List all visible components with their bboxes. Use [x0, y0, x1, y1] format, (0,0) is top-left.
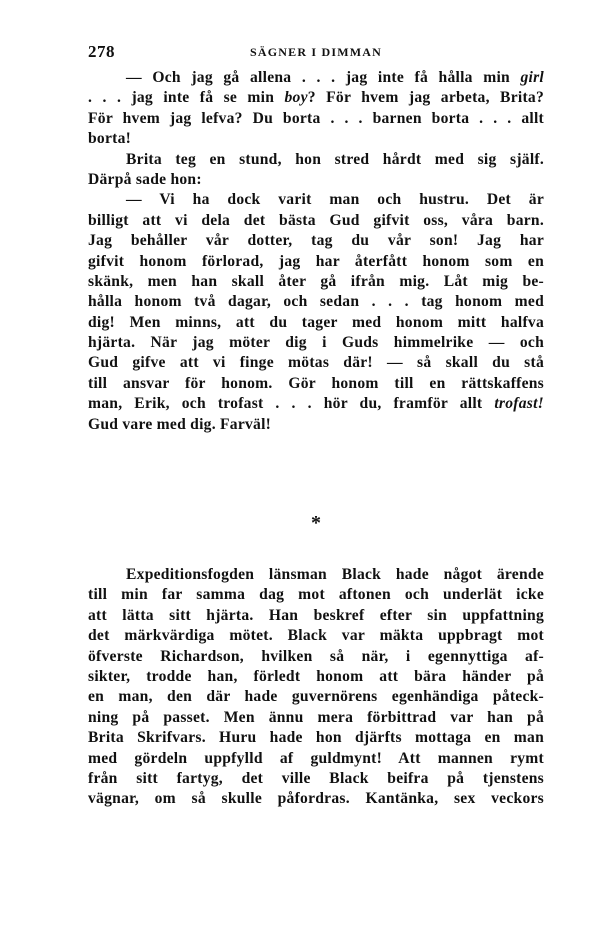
text-line: att lätta sitt hjärta. Han beskref efter sin uppfattning [88, 606, 544, 624]
text-line: Brita Skrifvars. Huru hade hon djärfts mottaga en man [88, 729, 544, 747]
text-line: med gördeln uppfylld af guldmynt! Att mannen rymt [88, 749, 544, 767]
page-header [88, 42, 544, 64]
text-line: — Och jag gå allena . . . jag inte få hålla min girl [126, 69, 544, 86]
section-separator: * [311, 512, 321, 534]
text-line: det märkvärdiga mötet. Black var mäkta uppbragt mot [88, 627, 544, 645]
page-number: 278 [88, 42, 115, 61]
running-head: SÄGNER I DIMMAN [250, 45, 382, 59]
text-line: borta! [88, 130, 132, 148]
text-line: vägnar, om så skulle påfordras. Kantänka, sex veckors [88, 790, 544, 808]
text-line: — Vi ha dock varit man och hustru. Det är [126, 191, 544, 209]
text-line: man, Erik, och trofast . . . hör du, framför allt trofast! [88, 395, 544, 413]
text-line: Gud gifve att vi finge mötas där! — så skall du stå [88, 354, 544, 372]
text-line: från sitt fartyg, det ville Black beifra på tjenstens [88, 769, 544, 787]
text-line: hjärta. När jag möter dig i Guds himmelrike — och [88, 334, 544, 352]
text-line: öfverste Richardson, hvilken så när, i egennyttiga af- [88, 647, 544, 665]
text-line: sikter, trodde han, förledt honom att bära händer på [88, 667, 544, 685]
text-section-narrative [88, 565, 544, 810]
text-line: en man, den där hade guvernörens egenhändiga påteck- [88, 688, 544, 706]
text-line: till ansvar för honom. Gör honom till en rättskaffens [88, 374, 544, 392]
text-line: ning på passet. Men ännu mera förbittrad var han på [88, 708, 544, 726]
text-line: billigt att vi dela det bästa Gud gifvit oss, våra barn. [88, 211, 544, 229]
text-line: gifvit honom förlorad, jag har återfått honom som en [88, 252, 544, 270]
text-line: Gud vare med dig. Farväl! [88, 415, 272, 433]
text-line: Brita teg en stund, hon stred hårdt med sig själf. [126, 150, 544, 168]
text-section-dialogue [88, 68, 544, 435]
text-line: För hvem jag lefva? Du borta . . . barnen borta . . . allt [88, 109, 544, 127]
text-line: Därpå sade hon: [88, 170, 202, 188]
text-line: Jag behåller vår dotter, tag du vår son! Jag har [88, 232, 544, 250]
text-line: till min far samma dag mot aftonen och underlät icke [88, 586, 544, 604]
text-line: dig! Men minns, att du tager med honom mitt halfva [88, 313, 544, 331]
text-line: Expeditionsfogden länsman Black hade något ärende [126, 566, 544, 583]
text-line: . . . jag inte få se min boy? För hvem jag arbeta, Brita? [88, 89, 544, 107]
text-line: hålla honom två dagar, och sedan . . . tag honom med [88, 293, 544, 311]
text-line: skänk, men han skall åter gå ifrån mig. Låt mig be- [88, 272, 544, 290]
